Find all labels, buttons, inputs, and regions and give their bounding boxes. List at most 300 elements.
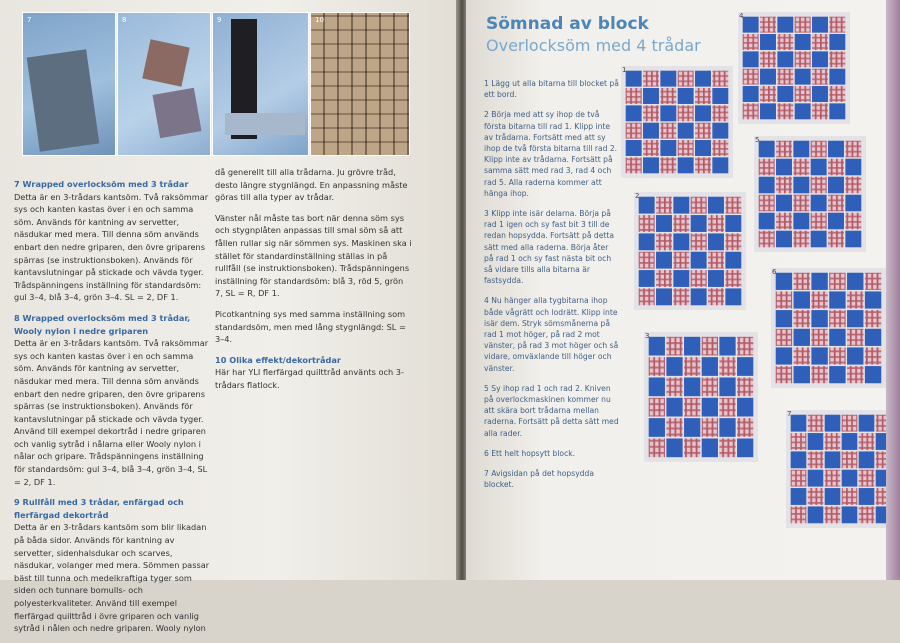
quilt-square: [759, 177, 775, 194]
photo-number: 10: [315, 16, 324, 24]
quilt-square: [660, 71, 676, 87]
paragraph: då generellt till alla trådarna. Ju grövre tråd, desto längre stygnlängd. En anpassning måste göras till alla typer av trådar.: [215, 167, 408, 203]
quilt-square: [760, 86, 776, 102]
quilt-square: [712, 123, 728, 139]
quilt-square: [702, 398, 718, 417]
quilt-square: [847, 310, 863, 327]
quilt-square: [649, 377, 665, 396]
quilt-square: [808, 470, 824, 487]
quilt-square: [777, 17, 793, 33]
quilt-square: [811, 213, 827, 230]
quilt-square: [708, 252, 724, 269]
quilt-square: [791, 506, 807, 523]
checker-grid: [758, 140, 862, 248]
quilt-square: [678, 88, 694, 104]
quilt-square: [660, 157, 676, 173]
section-body-8: Detta är en 3-trådars kantsöm. Två raksömmar sys och kanten kastas över i en och samma söm. Används för kantning av servetter, näsdukar med mera. Till denna söm används enbart den nedre griparen, den övre griparens spärras (se instruktionsboken). Används för kantavslutningar på stickade och vävda tyger. Använd till exempel dekortråd i nedre griparen och vanlig sytråd i nålarna eller Wooly nylon i nålar och gripare. Trådspänningens inställning för standardsöm: gul 3–4, blå 3–4, grön 3–4, SL = 2, DF 1.: [14, 338, 209, 487]
quilt-square: [776, 177, 792, 194]
quilt-square: [812, 34, 828, 50]
quilt-square: [811, 177, 827, 194]
quilt-square: [759, 195, 775, 212]
quilt-square: [776, 347, 792, 364]
quilt-square: [865, 310, 881, 327]
quilt-square: [845, 231, 861, 248]
quilt-square: [776, 291, 792, 308]
quilt-square: [691, 215, 707, 232]
quilt-square: [776, 329, 792, 346]
quilt-square: [725, 233, 741, 250]
quilt-square: [829, 366, 845, 383]
quilt-square: [725, 288, 741, 305]
page-subtitle: Overlocksöm med 4 trådar: [486, 36, 701, 55]
quilt-square: [678, 105, 694, 121]
quilt-square: [725, 270, 741, 287]
text-column-2: [215, 166, 413, 400]
quilt-square: [829, 86, 845, 102]
quilt-block-7: [786, 410, 896, 528]
quilt-square: [776, 141, 792, 158]
quilt-square: [825, 470, 841, 487]
quilt-square: [776, 273, 792, 290]
paragraph: Vänster nål måste tas bort när denna söm sys och stygnplåten anpassas till smal söm så att fållen rullar sig när sömmen sys. Maskinen ska i stället för standardinställning ställas in på rullfåll (se instruktionsboken). Trådspänningens inställning för standardsöm: blå 3, röd 5, grön 7, SL = R, DF 1.: [215, 212, 412, 299]
step-1: 1 Lägg ut alla bitarna till blocket på ett bord.: [484, 79, 619, 100]
quilt-square: [795, 69, 811, 85]
quilt-square: [865, 347, 881, 364]
quilt-square: [660, 88, 676, 104]
quilt-square: [743, 69, 759, 85]
page-title: Sömnad av block: [486, 14, 649, 34]
quilt-square: [743, 51, 759, 67]
quilt-square: [656, 270, 672, 287]
quilt-square: [811, 291, 827, 308]
quilt-square: [829, 51, 845, 67]
quilt-square: [712, 140, 728, 156]
quilt-square: [656, 233, 672, 250]
quilt-square: [678, 140, 694, 156]
quilt-square: [712, 105, 728, 121]
quilt-square: [712, 71, 728, 87]
quilt-square: [777, 34, 793, 50]
quilt-square: [829, 347, 845, 364]
quilt-square: [825, 488, 841, 505]
quilt-square: [811, 159, 827, 176]
paragraph: Picotkantning sys med samma inställning som standardsöm, men med lång stygnlängd: SL = 3–4.: [215, 308, 406, 345]
quilt-square: [725, 197, 741, 214]
quilt-square: [760, 69, 776, 85]
quilt-square: [847, 273, 863, 290]
quilt-square: [691, 252, 707, 269]
quilt-square: [842, 415, 858, 432]
quilt-square: [691, 233, 707, 250]
quilt-square: [791, 433, 807, 450]
quilt-square: [759, 141, 775, 158]
quilt-square: [639, 233, 655, 250]
quilt-square: [639, 288, 655, 305]
quilt-square: [649, 357, 665, 376]
quilt-square: [808, 506, 824, 523]
quilt-square: [865, 329, 881, 346]
checker-grid: [790, 414, 892, 524]
quilt-square: [656, 197, 672, 214]
quilt-square: [777, 69, 793, 85]
quilt-square: [649, 418, 665, 437]
quilt-square: [829, 103, 845, 119]
quilt-square: [702, 418, 718, 437]
quilt-square: [678, 123, 694, 139]
quilt-square: [859, 470, 875, 487]
quilt-square: [776, 310, 792, 327]
quilt-square: [847, 291, 863, 308]
step-4: 4 Nu hänger alla tygbitarna ihop både vågrätt och lodrätt. Klipp inte isär dem. Stryk sömsmånerna på rad 1 mot höger, på rad 2 mot vänster, på rad 3 mot höger och så vidare, omväxlande till höger och vänster.: [484, 296, 619, 373]
quilt-square: [795, 103, 811, 119]
quilt-square: [666, 337, 682, 356]
quilt-square: [684, 357, 700, 376]
quilt-square: [695, 157, 711, 173]
block-number: 2: [635, 192, 640, 200]
quilt-square: [811, 195, 827, 212]
quilt-square: [828, 213, 844, 230]
quilt-square: [684, 337, 700, 356]
quilt-square: [859, 488, 875, 505]
quilt-square: [777, 103, 793, 119]
quilt-square: [743, 103, 759, 119]
quilt-square: [859, 451, 875, 468]
quilt-square: [842, 433, 858, 450]
quilt-square: [626, 140, 642, 156]
quilt-square: [811, 366, 827, 383]
section-body-9: Detta är en 3-trådars kantsöm som blir likadan på båda sidor. Används för kantning av servetter, sidenhalsdukar och scarves, näsdukar, volanger med mera. Sömmen passar bäst till tunna och medelkraftiga tyger som siden och tunnare bomulls- och polyesterkvaliteter. Använd till exempel flerfärgad quilttråd i övre griparen och vanlig sytråd i nålen och nedre griparen. Wooly nylon: [14, 522, 210, 634]
quilt-square: [639, 252, 655, 269]
quilt-square: [737, 438, 753, 457]
quilt-square: [845, 159, 861, 176]
block-number: 7: [787, 410, 792, 418]
quilt-square: [737, 418, 753, 437]
quilt-square: [794, 366, 810, 383]
quilt-square: [793, 159, 809, 176]
quilt-square: [666, 398, 682, 417]
quilt-square: [649, 398, 665, 417]
block-number: 6: [772, 268, 777, 276]
quilt-square: [719, 438, 735, 457]
quilt-square: [760, 103, 776, 119]
quilt-square: [812, 103, 828, 119]
quilt-square: [825, 506, 841, 523]
quilt-square: [865, 291, 881, 308]
checker-grid: [648, 336, 754, 458]
quilt-square: [695, 71, 711, 87]
quilt-square: [691, 197, 707, 214]
quilt-square: [794, 273, 810, 290]
quilt-square: [812, 17, 828, 33]
quilt-square: [684, 418, 700, 437]
quilt-square: [795, 86, 811, 102]
section-body-10: Här har YLI flerfärgad quilttråd använts och 3-trådars flatlock.: [215, 367, 404, 390]
quilt-square: [793, 141, 809, 158]
quilt-square: [708, 215, 724, 232]
quilt-square: [842, 470, 858, 487]
block-number: 5: [755, 136, 760, 144]
quilt-square: [725, 252, 741, 269]
quilt-square: [719, 357, 735, 376]
quilt-square: [695, 123, 711, 139]
checker-grid: [625, 70, 729, 174]
quilt-square: [793, 213, 809, 230]
quilt-square: [808, 451, 824, 468]
quilt-square: [794, 291, 810, 308]
quilt-square: [825, 433, 841, 450]
photo-number: 7: [27, 16, 32, 24]
quilt-block-3: [644, 332, 758, 462]
quilt-square: [845, 213, 861, 230]
quilt-square: [829, 17, 845, 33]
quilt-square: [760, 17, 776, 33]
quilt-block-5: [754, 136, 866, 252]
quilt-square: [673, 252, 689, 269]
quilt-square: [865, 273, 881, 290]
quilt-square: [684, 398, 700, 417]
quilt-square: [666, 418, 682, 437]
photo-7: [22, 12, 116, 156]
quilt-square: [794, 329, 810, 346]
quilt-square: [719, 337, 735, 356]
step-3: 3 Klipp inte isär delarna. Börja på rad 1 igen och sy fast bit 3 till de redan hopsydda. Fortsätt på detta sätt med alla raderna. Börja åter på rad 1 och sy fast nästa bit och så vidare tills alla bitarna är fastsydda.: [484, 209, 614, 286]
quilt-square: [845, 141, 861, 158]
quilt-square: [859, 415, 875, 432]
quilt-square: [639, 270, 655, 287]
quilt-square: [795, 51, 811, 67]
quilt-square: [842, 451, 858, 468]
quilt-square: [702, 357, 718, 376]
photo-8: [117, 12, 211, 156]
quilt-square: [719, 418, 735, 437]
quilt-square: [649, 438, 665, 457]
fabric-swatch: [142, 39, 189, 86]
quilt-square: [859, 433, 875, 450]
quilt-square: [737, 377, 753, 396]
book-edge-ribbon: [886, 0, 900, 580]
quilt-square: [666, 438, 682, 457]
quilt-square: [791, 415, 807, 432]
quilt-square: [842, 488, 858, 505]
quilt-square: [811, 310, 827, 327]
quilt-square: [759, 159, 775, 176]
quilt-square: [812, 51, 828, 67]
quilt-square: [808, 415, 824, 432]
quilt-square: [673, 215, 689, 232]
quilt-square: [656, 252, 672, 269]
quilt-square: [828, 195, 844, 212]
quilt-square: [811, 347, 827, 364]
quilt-square: [626, 157, 642, 173]
quilt-square: [684, 438, 700, 457]
quilt-square: [865, 366, 881, 383]
quilt-square: [743, 86, 759, 102]
quilt-square: [847, 329, 863, 346]
quilt-square: [808, 433, 824, 450]
quilt-square: [695, 105, 711, 121]
quilt-square: [808, 488, 824, 505]
section-heading-9: 9 Rullfåll med 3 trådar, enfärgad och flerfärgad dekortråd: [14, 497, 184, 520]
quilt-square: [737, 357, 753, 376]
quilt-square: [660, 123, 676, 139]
section-body-7: Detta är en 3-trådars kantsöm. Två raksömmar sys och kanten kastas över i en och samma söm. Används för kantning av servetter, näsdukar med mera. Till denna söm används enbart den nedre griparen, den övre griparens spärras (se instruktionsboken). Används för kantavslutningar på stickade och vävda tyger. Trådspänningens inställning för standardsöm: gul 3–4, blå 3–4, grön 3–4. SL = 2, DF 1.: [14, 191, 209, 303]
quilt-square: [791, 451, 807, 468]
quilt-square: [793, 195, 809, 212]
section-heading-10: 10 Olika effekt/dekortrådar: [215, 354, 341, 365]
quilt-square: [626, 123, 642, 139]
quilt-square: [678, 157, 694, 173]
quilt-square: [829, 310, 845, 327]
checker-grid: [638, 196, 742, 306]
quilt-square: [673, 270, 689, 287]
quilt-square: [828, 141, 844, 158]
quilt-square: [842, 506, 858, 523]
step-2: 2 Börja med att sy ihop de två första bitarna till rad 1. Klipp inte av trådarna. Fortsätt med att sy ihop de två första bitarna till rad 2. Klipp inte av trådarna. Fortsätt på samma sätt med rad 3, rad 4 och rad 5. Alla raderna kommer att hänga ihop.: [484, 110, 618, 198]
quilt-square: [776, 366, 792, 383]
quilt-square: [776, 195, 792, 212]
quilt-square: [795, 17, 811, 33]
quilt-square: [776, 231, 792, 248]
quilt-square: [776, 213, 792, 230]
quilt-square: [708, 270, 724, 287]
quilt-square: [793, 177, 809, 194]
step-5: 5 Sy ihop rad 1 och rad 2. Kniven på overlockmaskinen kommer nu att skära bort trådarna mellan raderna. Fortsätt på detta sätt med alla rader.: [484, 383, 619, 438]
fabric-swatch: [152, 88, 201, 139]
checker-grid: [775, 272, 882, 384]
quilt-square: [691, 270, 707, 287]
step-7: 7 Avigsidan på det hopsydda blocket.: [484, 469, 594, 490]
quilt-square: [695, 140, 711, 156]
quilt-block-2: [634, 192, 746, 310]
quilt-square: [643, 88, 659, 104]
quilt-square: [737, 337, 753, 356]
step-list: [484, 78, 619, 500]
quilt-square: [829, 329, 845, 346]
quilt-square: [793, 231, 809, 248]
quilt-square: [702, 377, 718, 396]
quilt-square: [719, 377, 735, 396]
quilt-square: [702, 337, 718, 356]
quilt-square: [660, 105, 676, 121]
right-page: [466, 0, 900, 580]
block-number: 1: [622, 66, 627, 74]
quilt-square: [828, 159, 844, 176]
quilt-block-6: [771, 268, 886, 388]
quilt-square: [708, 288, 724, 305]
quilt-square: [829, 34, 845, 50]
quilt-square: [777, 51, 793, 67]
quilt-square: [777, 86, 793, 102]
quilt-square: [829, 69, 845, 85]
quilt-square: [847, 366, 863, 383]
photo-9: [212, 12, 309, 156]
quilt-square: [702, 438, 718, 457]
photo-10: [310, 12, 410, 156]
quilt-square: [656, 215, 672, 232]
quilt-square: [626, 71, 642, 87]
quilt-block-4: [738, 12, 850, 124]
quilt-square: [673, 233, 689, 250]
quilt-square: [643, 157, 659, 173]
quilt-square: [691, 288, 707, 305]
quilt-square: [811, 273, 827, 290]
quilt-square: [794, 310, 810, 327]
quilt-square: [829, 273, 845, 290]
quilt-square: [660, 140, 676, 156]
checker-grid: [742, 16, 846, 120]
quilt-square: [639, 215, 655, 232]
quilt-square: [666, 377, 682, 396]
quilt-square: [684, 377, 700, 396]
quilt-square: [811, 141, 827, 158]
quilt-square: [794, 347, 810, 364]
quilt-square: [776, 159, 792, 176]
quilt-square: [695, 88, 711, 104]
photo-number: 9: [217, 16, 222, 24]
quilt-square: [719, 398, 735, 417]
quilt-square: [828, 231, 844, 248]
quilt-square: [760, 51, 776, 67]
quilt-square: [626, 88, 642, 104]
quilt-square: [743, 34, 759, 50]
quilt-square: [643, 105, 659, 121]
fabric-swatch: [225, 113, 305, 135]
quilt-square: [626, 105, 642, 121]
quilt-square: [649, 337, 665, 356]
quilt-square: [811, 231, 827, 248]
quilt-square: [743, 17, 759, 33]
quilt-square: [791, 470, 807, 487]
quilt-square: [791, 488, 807, 505]
quilt-square: [845, 177, 861, 194]
quilt-square: [678, 71, 694, 87]
quilt-square: [847, 347, 863, 364]
quilt-square: [795, 34, 811, 50]
quilt-square: [737, 398, 753, 417]
section-heading-8: 8 Wrapped overlocksöm med 3 trådar, Wooly nylon i nedre griparen: [14, 312, 191, 336]
quilt-square: [656, 288, 672, 305]
quilt-square: [673, 197, 689, 214]
quilt-square: [828, 177, 844, 194]
photo-number: 8: [122, 16, 127, 24]
quilt-square: [759, 231, 775, 248]
quilt-square: [725, 215, 741, 232]
quilt-block-1: [621, 66, 733, 178]
quilt-square: [760, 34, 776, 50]
quilt-square: [812, 86, 828, 102]
block-number: 3: [645, 332, 650, 340]
quilt-square: [759, 213, 775, 230]
quilt-square: [643, 71, 659, 87]
quilt-square: [639, 197, 655, 214]
quilt-square: [666, 357, 682, 376]
quilt-square: [811, 329, 827, 346]
quilt-square: [825, 451, 841, 468]
quilt-square: [825, 415, 841, 432]
quilt-square: [829, 291, 845, 308]
quilt-square: [643, 123, 659, 139]
quilt-square: [712, 157, 728, 173]
quilt-square: [708, 197, 724, 214]
step-6: 6 Ett helt hopsytt block.: [484, 448, 576, 458]
quilt-square: [859, 506, 875, 523]
text-column-1: [14, 178, 210, 643]
fabric-swatch: [27, 49, 100, 151]
quilt-square: [673, 288, 689, 305]
quilt-square: [708, 233, 724, 250]
quilt-square: [812, 69, 828, 85]
quilt-square: [712, 88, 728, 104]
